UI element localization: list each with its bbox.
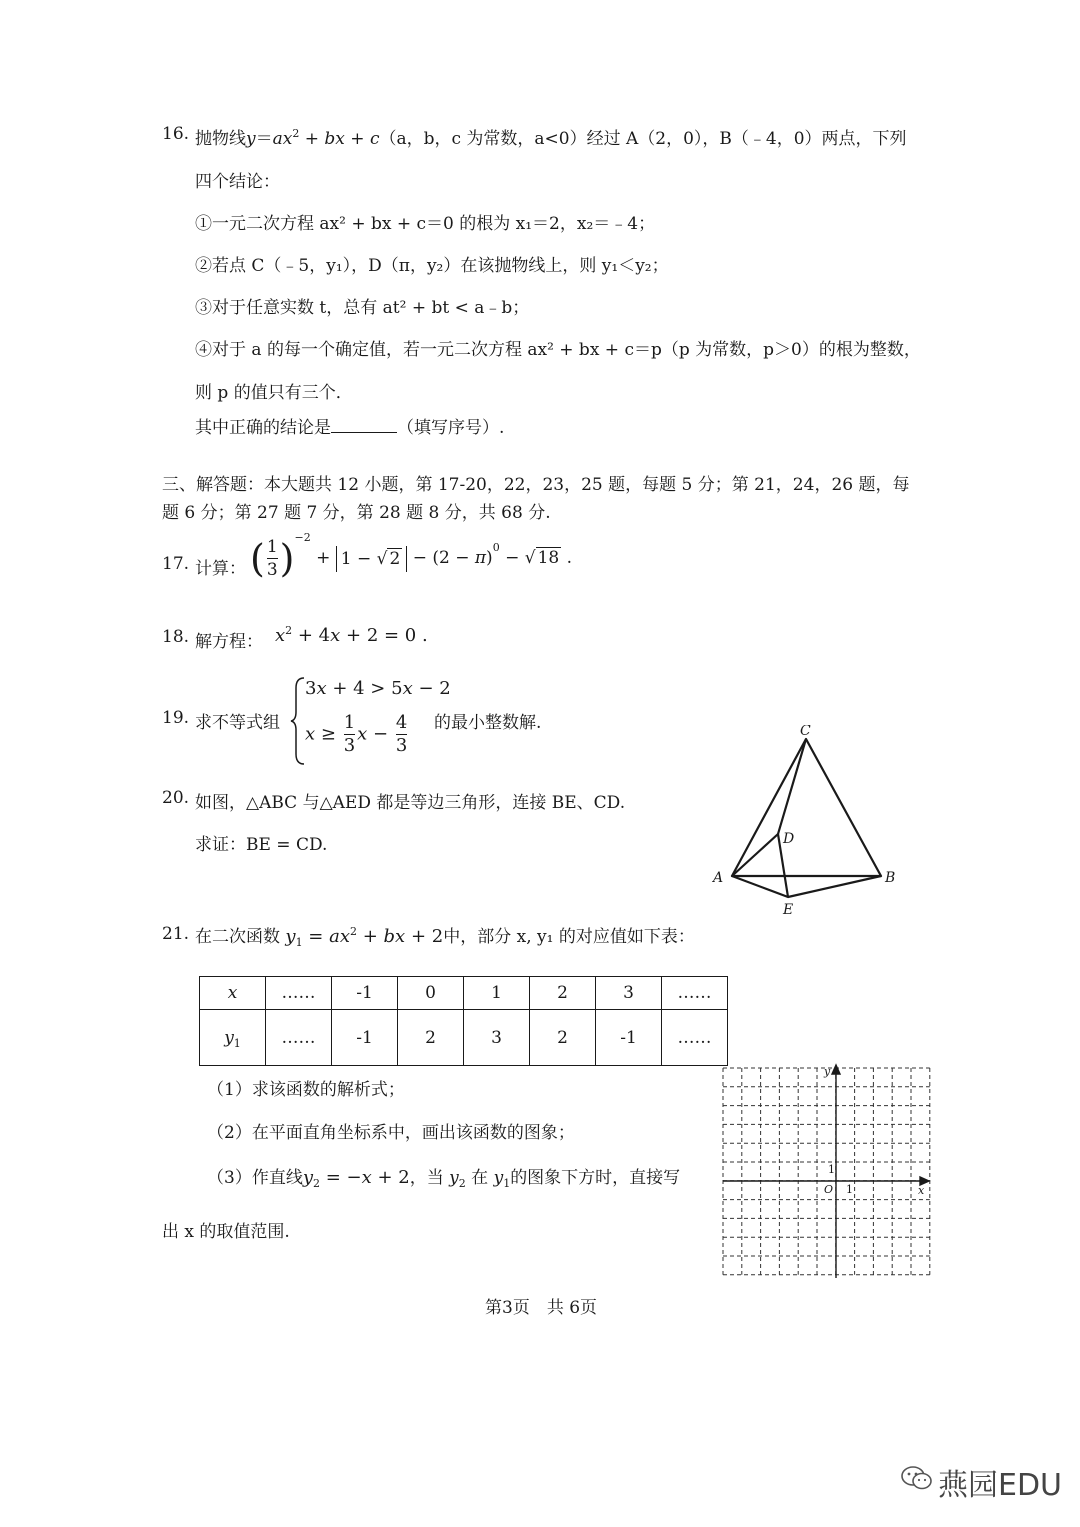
q16-conclusion-4: ④对于 a 的每一个确定值，若一元二次方程 ax² + bx + c＝p（p 为常数，p＞0）的根为整数， — [195, 340, 921, 360]
q20-line1: 如图，△ABC 与△AED 都是等边三角形，连接 BE、CD. — [195, 793, 626, 813]
q16-number: 16. — [162, 124, 190, 144]
page-footer: 第3页 共 6页 — [485, 1298, 598, 1318]
unit-y-label: 1 — [828, 1163, 835, 1176]
segment-cd — [778, 739, 806, 834]
q17-expression: ( $\frac{1}{3}$ )$^{-2}$ + 1 − √ $2 - (2 - \pi)^0$ − √ 18 . — [250, 531, 573, 581]
table-row-y1 — [200, 1010, 728, 1066]
y-axis-arrow-icon — [832, 1065, 840, 1074]
table-cell: -1 — [596, 1010, 662, 1066]
table-cell: -1 — [332, 977, 398, 1010]
q20-line2: 求证：BE = CD. — [195, 835, 328, 855]
q19-tail: 的最小整数解. — [434, 713, 542, 733]
table-cell: 0 — [398, 977, 464, 1010]
table-cell: 2 — [530, 977, 596, 1010]
q17-label: 计算： — [195, 559, 246, 579]
q21-sub3-d: 的图象下方时，直接写 — [510, 1168, 681, 1188]
table-cell: 1 — [464, 977, 530, 1010]
segment-be — [788, 876, 881, 897]
label-a: A — [713, 870, 724, 886]
q16-stem-prefix: 抛物线 — [195, 129, 246, 149]
q16-answer-prompt — [195, 413, 504, 438]
section3-line2: 题 6 分；第 27 题 7 分，第 28 题 8 分，共 68 分. — [162, 503, 551, 523]
table-cell: 2 — [398, 1010, 464, 1066]
y-axis-label: y — [824, 1065, 831, 1078]
label-c: C — [800, 725, 811, 739]
q19-inequality-2: x ≥ $\frac{1}{3}$ x − $\frac{4}{3}$ — [305, 712, 408, 756]
grid-lines — [723, 1068, 930, 1275]
q21-sub2: （2）在平面直角坐标系中，画出该函数的图象； — [207, 1123, 575, 1143]
table-row-x — [200, 977, 728, 1010]
coordinate-grid — [718, 1060, 938, 1285]
q21-sub3: （3）作直线$y_2 = -x + 2$，当 $y_2$ 在 $y_1$的图象下方时，直接写 — [207, 1167, 681, 1190]
q16-stem-line2: 四个结论： — [195, 172, 280, 192]
triangle-aed — [732, 834, 788, 897]
q20-number: 20. — [162, 788, 190, 808]
table-cell: …… — [662, 977, 728, 1010]
q16-answer-blank[interactable] — [331, 418, 397, 433]
q21-sub3-a: （3）作直线 — [207, 1168, 303, 1188]
q19-inequality-1: 3x + 4 > 5x − 2 — [305, 678, 451, 699]
q21-sub3-cont: 出 x 的取值范围. — [162, 1222, 290, 1242]
q16-conclusion-2: ②若点 C（﹣5，y₁），D（π，y₂）在该抛物线上，则 y₁＜y₂； — [195, 256, 669, 276]
q16-stem-vars: （a，b，c 为常数，a<0）经过 A（2，0），B（﹣4，0）两点，下列 — [379, 129, 907, 149]
table-cell: -1 — [332, 1010, 398, 1066]
q21-sub3-b: ，当 — [409, 1168, 444, 1188]
label-b: B — [885, 870, 896, 886]
table-cell: …… — [662, 1010, 728, 1066]
q16-ask-a: 其中正确的结论是 — [195, 418, 331, 438]
q16-stem: 抛物线$y=ax^2$ + bx + c（a，b，c 为常数，a<0）经过 A（2，0），B（﹣4，0）两点，下列 — [195, 127, 907, 149]
q21-stem-b: 中，部分 x, y₁ 的对应值如下表： — [443, 927, 695, 947]
q16-conclusion-1: ①一元二次方程 ax² + bx + c＝0 的根为 x₁＝2，x₂＝﹣4； — [195, 214, 656, 234]
q21-sub3-c: 在 — [471, 1168, 489, 1188]
q19-label: 求不等式组 — [195, 713, 280, 733]
q16-ask-b: （填写序号）. — [397, 418, 505, 438]
q21-sub1: （1）求该函数的解析式； — [207, 1080, 405, 1100]
label-d: D — [783, 831, 795, 847]
label-e: E — [783, 902, 794, 918]
x-axis-label: x — [918, 1184, 925, 1197]
q21-number: 21. — [162, 924, 190, 944]
value-table — [199, 976, 728, 1066]
q16-conclusion-3: ③对于任意实数 t，总有 at² + bt < a﹣b； — [195, 298, 530, 318]
unit-x-label: 1 — [846, 1183, 853, 1196]
table-cell: x — [200, 977, 266, 1010]
triangle-figure — [700, 725, 920, 925]
watermark-text: 燕园EDU — [938, 1468, 1063, 1503]
section3-line1: 三、解答题：本大题共 12 小题，第 17-20，22，23，25 题，每题 5 分；第 21，24，26 题，每 — [162, 475, 910, 495]
q21-stem-a: 在二次函数 — [195, 927, 280, 947]
q18-number: 18. — [162, 627, 190, 647]
q17-number: 17. — [162, 554, 190, 574]
q18-equation: $x^2 + 4x + 2 = 0$ . — [275, 624, 428, 646]
q21-stem: 在二次函数 $y_1 = ax^2$ + bx + 2中，部分 x, y₁ 的对应值如下表： — [195, 925, 695, 949]
wechat-icon — [900, 1465, 934, 1491]
table-cell: 3 — [596, 977, 662, 1010]
q19-number: 19. — [162, 708, 190, 728]
q18-label: 解方程： — [195, 632, 263, 652]
table-header-y1: $y_1$ — [200, 1010, 266, 1066]
table-cell: …… — [266, 977, 332, 1010]
table-cell: 2 — [530, 1010, 596, 1066]
origin-label: O — [824, 1183, 834, 1196]
table-cell: 3 — [464, 1010, 530, 1066]
table-cell: …… — [266, 1010, 332, 1066]
q16-conclusion-4-cont: 则 p 的值只有三个． — [195, 383, 353, 403]
